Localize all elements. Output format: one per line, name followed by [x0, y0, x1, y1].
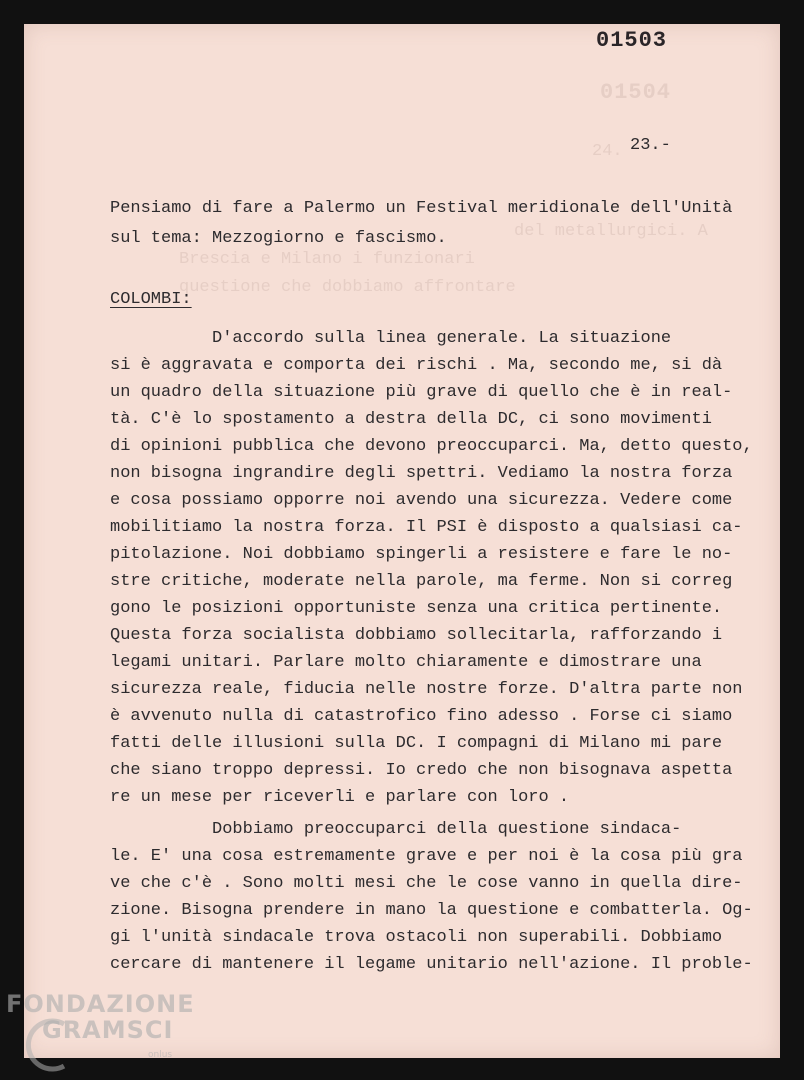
text-line: cercare di mantenere il legame unitario nell'azione. Il proble- [110, 955, 753, 974]
document-page [24, 24, 780, 1058]
text-line: sul tema: Mezzogiorno e fascismo. [110, 229, 447, 248]
text-line: Questa forza socialista dobbiamo sollecitarla, rafforzando i [110, 626, 723, 645]
text-line: re un mese per riceverli e parlare con loro . [110, 788, 570, 807]
show-through-number: 01504 [600, 80, 672, 105]
text-line: legami unitari. Parlare molto chiaramente e dimostrare una [110, 653, 702, 672]
text-line: D'accordo sulla linea generale. La situazione [110, 329, 672, 348]
text-line: stre critiche, moderate nella parole, ma ferme. Non si correg [110, 572, 733, 591]
text-line: si è aggravata e comporta dei rischi . Ma, secondo me, si dà [110, 356, 723, 375]
text-line: le. E' una cosa estremamente grave e per noi è la cosa più gra [110, 847, 743, 866]
text-line: e cosa possiamo opporre noi avendo una sicurezza. Vedere come [110, 491, 733, 510]
text-line: tà. C'è lo spostamento a destra della DC, ci sono movimenti [110, 410, 712, 429]
text-line: gono le posizioni opportuniste senza una critica pertinente. [110, 599, 723, 618]
show-through-line: del metallurgici. A [514, 222, 708, 241]
text-line: è avvenuto nulla di catastrofico fino adesso . Forse ci siamo [110, 707, 733, 726]
show-through-line: questione che dobbiamo affrontare [179, 278, 516, 297]
text-line: fatti delle illusioni sulla DC. I compagni di Milano mi pare [110, 734, 723, 753]
watermark-gramsci-text: GRAMSCI [42, 1016, 174, 1044]
watermark-onlus: onlus [148, 1050, 173, 1060]
archive-number: 01503 [596, 28, 668, 53]
paragraph-1 [110, 325, 753, 811]
paragraph-2 [110, 816, 753, 978]
text-line: zione. Bisogna prendere in mano la questione e combatterla. Og- [110, 901, 753, 920]
text-line: pitolazione. Noi dobbiamo spingerli a resistere e fare le no- [110, 545, 733, 564]
show-through-page: 24. [592, 142, 623, 161]
text-line: mobilitiamo la nostra forza. Il PSI è disposto a qualsiasi ca- [110, 518, 743, 537]
text-line: Dobbiamo preoccuparci della questione sindaca- [110, 820, 682, 839]
watermark-gramsci [42, 1016, 173, 1044]
text-line: un quadro della situazione più grave di quello che è in real- [110, 383, 733, 402]
text-line: sicurezza reale, fiducia nelle nostre forze. D'altra parte non [110, 680, 743, 699]
text-line: Pensiamo di fare a Palermo un Festival meridionale dell'Unità [110, 199, 733, 218]
page-number: 23.- [630, 136, 671, 155]
text-line: gi l'unità sindacale trova ostacoli non superabili. Dobbiamo [110, 928, 723, 947]
gramsci-logo-icon [24, 1014, 68, 1076]
show-through-line: Brescia e Milano i funzionari [179, 250, 475, 269]
intro-paragraph [110, 194, 732, 254]
speaker-heading: COLOMBI: [110, 290, 192, 309]
text-line: non bisogna ingrandire degli spettri. Vediamo la nostra forza [110, 464, 733, 483]
text-line: ve che c'è . Sono molti mesi che le cose vanno in quella dire- [110, 874, 743, 893]
watermark-fondazione: FONDAZIONE [6, 990, 195, 1018]
text-line: di opinioni pubblica che devono preoccuparci. Ma, detto questo, [110, 437, 753, 456]
text-line: che siano troppo depressi. Io credo che non bisognava aspetta [110, 761, 733, 780]
